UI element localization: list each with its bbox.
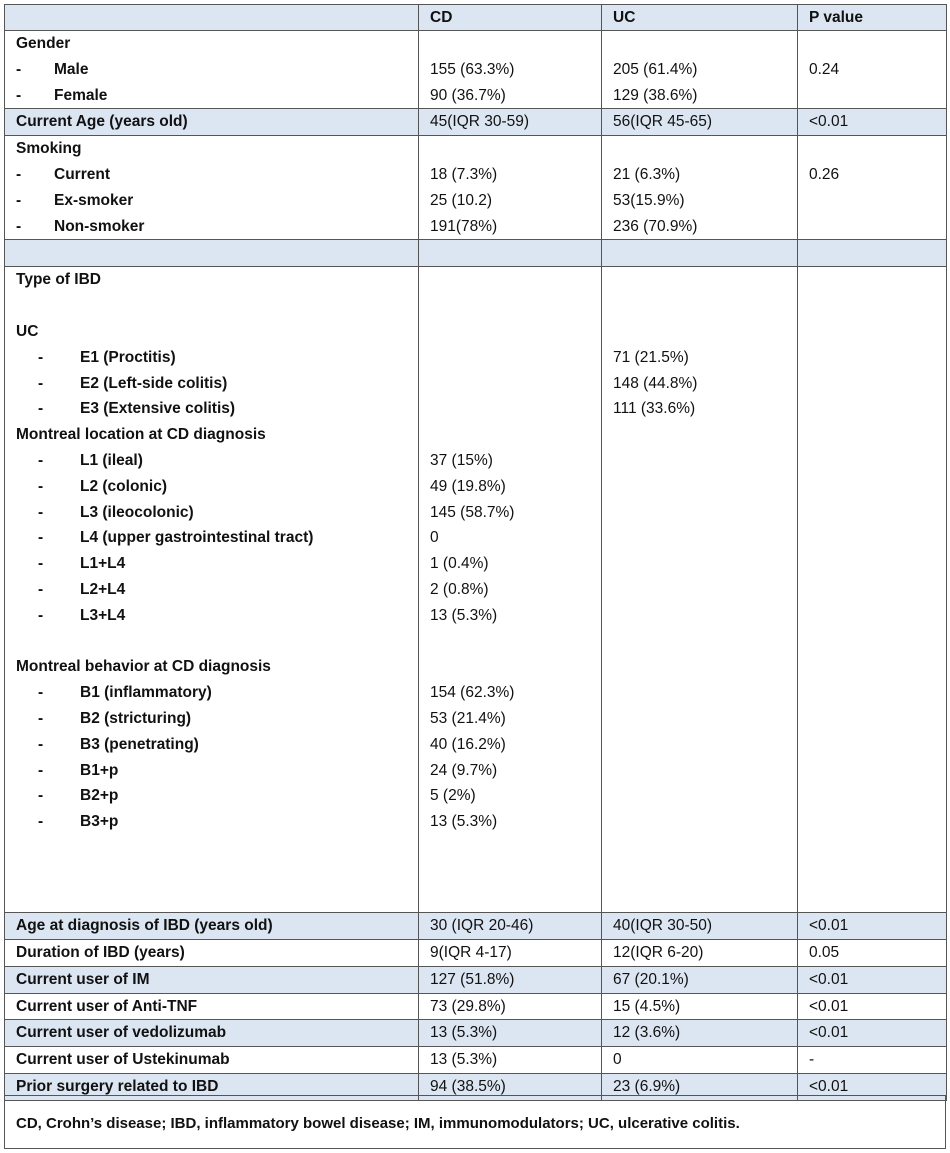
table-row: - B3+p 13 (5.3%) [5, 809, 947, 835]
row-label: L1 (ileal) [80, 451, 143, 469]
cd-value: 53 (21.4%) [419, 706, 602, 732]
footnote-box [4, 1095, 946, 1149]
uc-value: 129 (38.6%) [602, 83, 798, 109]
row-label: Current user of Ustekinumab [5, 1047, 419, 1074]
table-row [5, 861, 947, 887]
uc-value: 23 (6.9%) [602, 1074, 798, 1101]
spacer-row [5, 240, 947, 267]
row-label: E1 (Proctitis) [80, 348, 176, 366]
p-value [798, 188, 947, 214]
p-value [798, 214, 947, 240]
p-value: <0.01 [798, 109, 947, 136]
table-row: - B3 (penetrating) 40 (16.2%) [5, 732, 947, 758]
montreal-location-label: Montreal location at CD diagnosis [5, 422, 419, 448]
row-label: B1 (inflammatory) [80, 684, 212, 702]
uc-value: 21 (6.3%) [602, 162, 798, 188]
p-value: <0.01 [798, 1020, 947, 1047]
uc-value: 111 (33.6%) [602, 396, 798, 422]
cd-value: 49 (19.8%) [419, 474, 602, 500]
uc-value: 56(IQR 45-65) [602, 109, 798, 136]
table-row: - E3 (Extensive colitis) 111 (33.6%) [5, 396, 947, 422]
footnote: CD, Crohn’s disease; IBD, inflammatory bowel disease; IM, immunomodulators; UC, ulcerative colitis. [16, 1115, 740, 1132]
row-label: B2+p [80, 787, 119, 805]
montreal-behavior-label: Montreal behavior at CD diagnosis [5, 654, 419, 680]
uc-value: 205 (61.4%) [602, 57, 798, 83]
table-row [5, 629, 947, 655]
cd-value: 40 (16.2%) [419, 732, 602, 758]
table-row [5, 913, 947, 940]
row-label: L2 (colonic) [80, 477, 167, 495]
table-row [5, 966, 947, 993]
table-row: - L2+L4 2 (0.8%) [5, 577, 947, 603]
row-label: Current user of vedolizumab [5, 1020, 419, 1047]
table-row: - L3 (ileocolonic) 145 (58.7%) [5, 500, 947, 526]
uc-value: 0 [602, 1047, 798, 1074]
uc-subtype-label: UC [5, 319, 419, 345]
row-label: Current user of IM [5, 966, 419, 993]
table-row: - Current 18 (7.3%) 21 (6.3%) 0.26 [5, 162, 947, 188]
cd-value: 73 (29.8%) [419, 993, 602, 1020]
row-label: B3+p [80, 813, 119, 831]
cd-value: 45(IQR 30-59) [419, 109, 602, 136]
row-label: L3 (ileocolonic) [80, 503, 194, 521]
cd-value: 13 (5.3%) [419, 603, 602, 629]
cd-value: 154 (62.3%) [419, 680, 602, 706]
table-row: - Non-smoker 191(78%) 236 (70.9%) [5, 214, 947, 240]
row-label: Male [54, 60, 89, 78]
table-row: - E2 (Left-side colitis) 148 (44.8%) [5, 371, 947, 397]
row-label: E2 (Left-side colitis) [80, 374, 228, 392]
table-row: - B1+p 24 (9.7%) [5, 758, 947, 784]
cd-value: 13 (5.3%) [419, 809, 602, 835]
table-row [5, 654, 947, 680]
table-row [5, 1020, 947, 1047]
p-value [798, 83, 947, 109]
gender-label: Gender [5, 31, 419, 57]
uc-value: 12(IQR 6-20) [602, 940, 798, 967]
uc-value: 40(IQR 30-50) [602, 913, 798, 940]
row-label: L1+L4 [80, 555, 126, 573]
row-label: Prior surgery related to IBD [5, 1074, 419, 1101]
p-value: 0.05 [798, 940, 947, 967]
uc-value: 67 (20.1%) [602, 966, 798, 993]
cd-value: 37 (15%) [419, 448, 602, 474]
header-blank [5, 5, 419, 31]
row-label: Duration of IBD (years) [5, 940, 419, 967]
table-row [5, 1047, 947, 1074]
uc-value: 71 (21.5%) [602, 345, 798, 371]
table-row: - Ex-smoker 25 (10.2) 53(15.9%) [5, 188, 947, 214]
cd-value: 5 (2%) [419, 783, 602, 809]
table-row [5, 136, 947, 162]
uc-value: 15 (4.5%) [602, 993, 798, 1020]
header-p-value: P value [798, 5, 947, 31]
table-row [5, 993, 947, 1020]
header-cd: CD [419, 5, 602, 31]
cd-value: 0 [419, 525, 602, 551]
cd-value: 13 (5.3%) [419, 1020, 602, 1047]
table-row: - L3+L4 13 (5.3%) [5, 603, 947, 629]
header-uc: UC [602, 5, 798, 31]
row-label: Age at diagnosis of IBD (years old) [5, 913, 419, 940]
cd-value: 24 (9.7%) [419, 758, 602, 784]
uc-value: 12 (3.6%) [602, 1020, 798, 1047]
table-row [5, 31, 947, 57]
table-row [5, 293, 947, 319]
table-row [5, 887, 947, 913]
table-row: - L4 (upper gastrointestinal tract) 0 [5, 525, 947, 551]
table-row [5, 319, 947, 345]
table-row: - L2 (colonic) 49 (19.8%) [5, 474, 947, 500]
row-label: Current user of Anti-TNF [5, 993, 419, 1020]
table-row [5, 267, 947, 293]
row-label: Female [54, 86, 108, 104]
row-label: B3 (penetrating) [80, 735, 199, 753]
cd-value: 1 (0.4%) [419, 551, 602, 577]
cd-value: 2 (0.8%) [419, 577, 602, 603]
table-row: - Male 155 (63.3%) 205 (61.4%) 0.24 [5, 57, 947, 83]
table-row [5, 422, 947, 448]
cd-value: 145 (58.7%) [419, 500, 602, 526]
cd-value: 155 (63.3%) [419, 57, 602, 83]
cd-value: 127 (51.8%) [419, 966, 602, 993]
p-value: <0.01 [798, 966, 947, 993]
p-value: <0.01 [798, 1074, 947, 1101]
row-label: L4 (upper gastrointestinal tract) [80, 529, 314, 547]
row-label: B2 (stricturing) [80, 709, 192, 727]
table-row: - B1 (inflammatory) 154 (62.3%) [5, 680, 947, 706]
table-row [5, 835, 947, 861]
table-row [5, 940, 947, 967]
cd-value: 90 (36.7%) [419, 83, 602, 109]
table-row: - L1 (ileal) 37 (15%) [5, 448, 947, 474]
cd-value: 94 (38.5%) [419, 1074, 602, 1101]
cd-value: 191(78%) [419, 214, 602, 240]
uc-value: 236 (70.9%) [602, 214, 798, 240]
cd-value: 18 (7.3%) [419, 162, 602, 188]
demographics-table [4, 4, 947, 1101]
row-label: L2+L4 [80, 580, 126, 598]
p-value: <0.01 [798, 913, 947, 940]
cd-value: 25 (10.2) [419, 188, 602, 214]
table-row: - B2 (stricturing) 53 (21.4%) [5, 706, 947, 732]
row-label: L3+L4 [80, 606, 126, 624]
cd-value: 30 (IQR 20-46) [419, 913, 602, 940]
p-value: 0.24 [798, 57, 947, 83]
row-label: Current [54, 165, 110, 183]
header-row [5, 5, 947, 31]
p-value: <0.01 [798, 993, 947, 1020]
uc-value: 53(15.9%) [602, 188, 798, 214]
p-value: - [798, 1047, 947, 1074]
type-ibd-label: Type of IBD [5, 267, 419, 293]
smoking-label: Smoking [5, 136, 419, 162]
table-row [5, 109, 947, 136]
table-row: - B2+p 5 (2%) [5, 783, 947, 809]
row-label: Current Age (years old) [5, 109, 419, 136]
cd-value: 9(IQR 4-17) [419, 940, 602, 967]
uc-value: 148 (44.8%) [602, 371, 798, 397]
row-label: Ex-smoker [54, 191, 134, 209]
table-row: - Female 90 (36.7%) 129 (38.6%) [5, 83, 947, 109]
table-row: - E1 (Proctitis) 71 (21.5%) [5, 345, 947, 371]
cd-value: 13 (5.3%) [419, 1047, 602, 1074]
row-label: E3 (Extensive colitis) [80, 400, 236, 418]
row-label: B1+p [80, 761, 119, 779]
table-row: - L1+L4 1 (0.4%) [5, 551, 947, 577]
p-value: 0.26 [798, 162, 947, 188]
row-label: Non-smoker [54, 217, 145, 235]
